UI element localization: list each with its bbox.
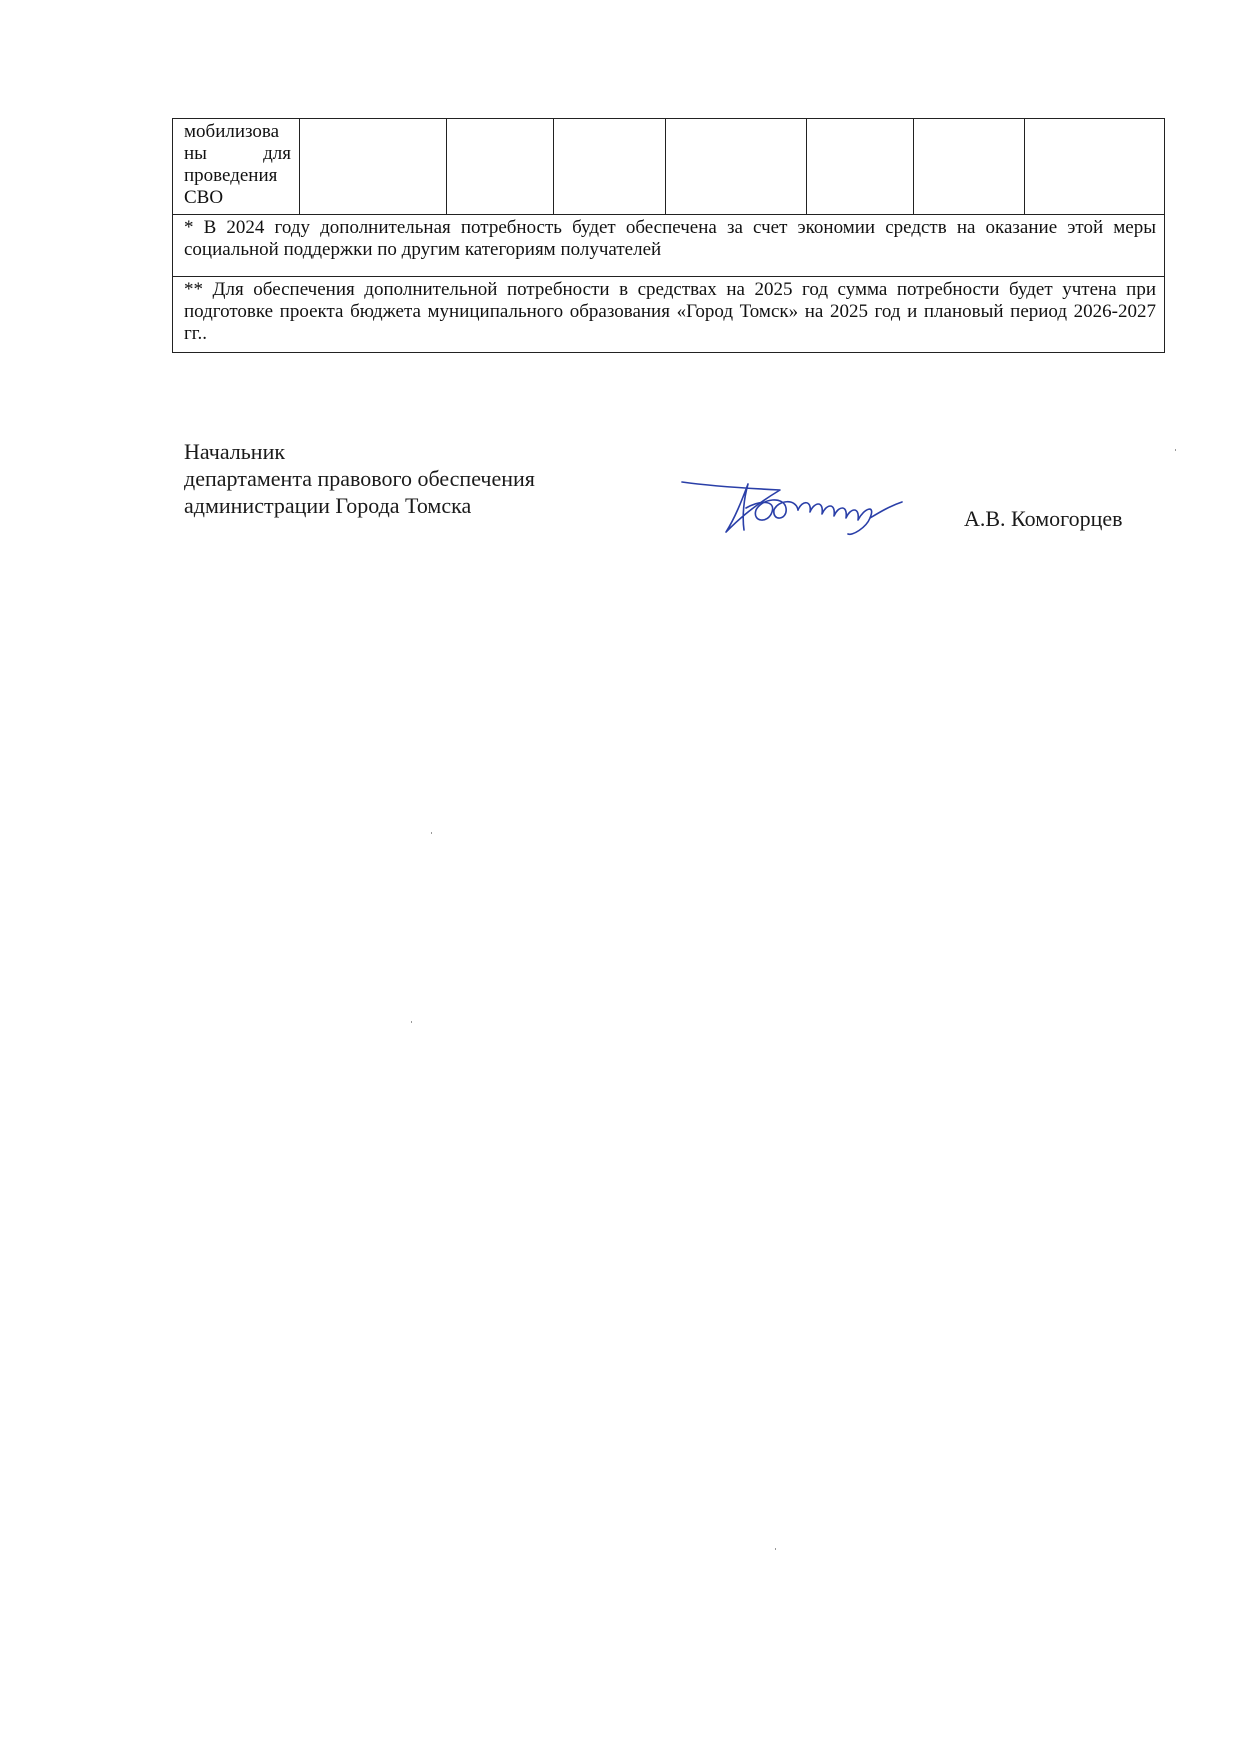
table-cell [914, 119, 1025, 215]
signatory-name: А.В. Комогорцев [964, 506, 1123, 531]
handwritten-signature [680, 478, 940, 538]
position-line: департамента правового обеспечения [184, 466, 535, 491]
cell-line: СВО [184, 187, 224, 208]
table-cell [1025, 119, 1165, 215]
scan-speck [775, 1548, 776, 1550]
table-cell [666, 119, 807, 215]
position-line: администрации Города Томска [184, 493, 472, 518]
table-cell [807, 119, 914, 215]
footnote-1: * В 2024 году дополнительная потребность будет обеспечена за счет экономии средств на оказание этой меры социальной поддержки по другим категориям получателей [173, 215, 1165, 277]
scan-speck [431, 832, 432, 834]
cell-line: мобилизова [184, 121, 280, 142]
table-row [173, 119, 1165, 215]
data-table [172, 118, 1165, 353]
signatory-position [184, 438, 535, 519]
scan-speck [1175, 449, 1176, 451]
table-cell [447, 119, 554, 215]
table-row-note [173, 215, 1165, 277]
table-row-note [173, 277, 1165, 353]
scan-speck [411, 1021, 412, 1023]
table-cell [300, 119, 447, 215]
cell-line: ны для [184, 143, 291, 164]
table-cell [554, 119, 666, 215]
position-line: Начальник [184, 439, 286, 464]
footnote-2: ** Для обеспечения дополнительной потребности в средствах на 2025 год сумма потребности будет учтена при подготовке проекта бюджета муниципального образования «Город Томск» на 2025 год и плановый период 2026-2027 гг.. [173, 277, 1165, 353]
cell-line: проведения [184, 165, 278, 186]
table-cell-category [173, 119, 300, 215]
